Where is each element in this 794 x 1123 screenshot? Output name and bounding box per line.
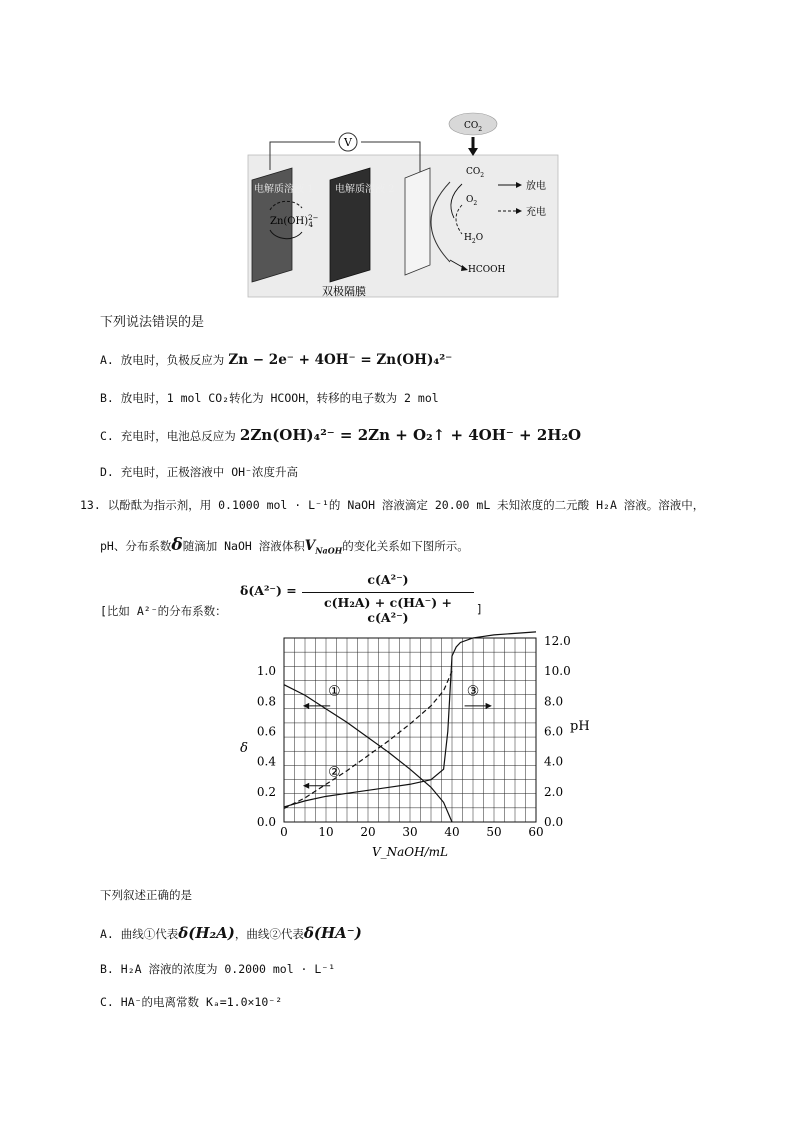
x-axis-label: V_NaOH/mL [371, 845, 449, 859]
q12-option-a-formula: Zn − 2e⁻ + 4OH⁻ = Zn(OH)₄²⁻ [228, 352, 453, 368]
y-right-tick-label: 6.0 [544, 724, 564, 739]
curve-label-1: ① [328, 683, 341, 700]
q13-note-prefix: [比如 A²⁻的分布系数： [100, 604, 227, 618]
hcooh-label: HCOOH [468, 265, 506, 275]
q13-option-a-text2: ，曲线②代表 [234, 927, 304, 941]
formula-numerator: c(A²⁻) [367, 572, 409, 587]
q13-line1: 13. 以酚酞为指示剂，用 0.1000 mol · L⁻¹的 NaOH 溶液滴定 20.00 mL 未知浓度的二元酸 H₂A 溶液。溶液中， [80, 498, 705, 512]
q12-option-d: D. 充电时，正极溶液中 OH⁻浓度升高 [100, 465, 298, 479]
q13-option-a-text1: A. 曲线①代表 [100, 927, 179, 941]
battery-diagram [240, 110, 570, 300]
titration-chart [230, 630, 590, 870]
q13-option-a-formula2: δ(HA⁻) [303, 924, 362, 942]
q12-option-a [100, 351, 452, 370]
zincate-label: Zn(OH)$^{2-}$ 4 [270, 214, 319, 229]
formula-bar [302, 592, 474, 593]
x-tick-label: 20 [360, 825, 376, 839]
y-left-tick-label: 0.0 [256, 815, 276, 829]
y-right-tick-label: 12.0 [544, 633, 571, 648]
y-left-tick-label: 0.8 [256, 694, 276, 709]
voltmeter-label: V [344, 136, 352, 149]
distribution-formula [240, 572, 480, 625]
y-right-tick-label: 0.0 [544, 815, 564, 829]
legend-charge: 充电 [526, 207, 546, 218]
x-tick-label: 60 [528, 825, 544, 839]
y-right-tick-label: 2.0 [544, 784, 564, 799]
y-left-tick-label: 1.0 [256, 664, 276, 679]
q13-note-suffix: ] [476, 602, 483, 616]
q13-line2-b: 随滴加 NaOH 溶液体积 [182, 539, 305, 553]
y-left-tick-label: 0.4 [256, 754, 276, 769]
curve2-arrowhead-icon [303, 783, 309, 789]
q12-option-a-text: A. 放电时，负极反应为 [100, 353, 225, 367]
q13-option-a-formula1: δ(H₂A) [178, 924, 235, 942]
q12-option-c-formula: 2Zn(OH)₄²⁻ = 2Zn + O₂↑ + 4OH⁻ + 2H₂O [239, 426, 582, 444]
x-tick-label: 40 [444, 825, 460, 839]
curve-label-2: ② [328, 764, 341, 781]
q13-option-c: C. HA⁻的电离常数 Kₐ=1.0×10⁻² [100, 995, 283, 1009]
curve-label-3: ③ [466, 683, 480, 700]
y-left-tick-label: 0.2 [256, 784, 276, 799]
q13-option-a [100, 924, 362, 944]
x-tick-label: 30 [402, 825, 418, 839]
q13-option-b: B. H₂A 溶液的浓度为 0.2000 mol · L⁻¹ [100, 962, 336, 976]
curve1-arrowhead-icon [303, 703, 309, 709]
q13-v-sub: NaOH [315, 545, 343, 556]
q13-line2-a: pH、分布系数 [100, 539, 172, 553]
formula-denominator: c(H₂A) + c(HA⁻) + c(A²⁻) [324, 595, 452, 625]
o2-label: $O_2$ [466, 195, 478, 207]
electrolyte2-label: 电解质溶液 2 [335, 184, 395, 195]
y-left-axis-label: δ [240, 741, 248, 757]
formula-lhs: δ(A²⁻) = [240, 583, 297, 598]
x-tick-label: 50 [486, 825, 502, 839]
curve3-arrowhead-icon [486, 703, 492, 709]
y-right-tick-label: 8.0 [544, 694, 564, 709]
q13-stem: 下列叙述正确的是 [100, 888, 192, 902]
x-tick-label: 0 [280, 825, 288, 839]
q12-option-b: B. 放电时，1 mol CO₂转化为 HCOOH，转移的电子数为 2 mol [100, 391, 439, 405]
electrolyte1-label: 电解质溶液 1 [254, 184, 314, 195]
y-left-tick-label: 0.6 [256, 724, 276, 739]
q12-stem: 下列说法错误的是 [100, 315, 205, 330]
q12-option-c-text: C. 充电时，电池总反应为 [100, 429, 236, 443]
co2-label: $CO_2$ [466, 167, 485, 179]
q13-delta-symbol: δ [171, 535, 183, 555]
x-tick-label: 10 [318, 825, 334, 839]
membrane-caption: 双极隔膜 [322, 285, 366, 298]
y-right-tick-label: 10.0 [544, 664, 571, 679]
q13-line2 [100, 536, 469, 560]
q13-v-symbol: $V_{NaOH}$ [304, 538, 343, 556]
legend-discharge: 放电 [526, 181, 546, 192]
y-right-tick-label: 4.0 [544, 754, 564, 769]
q12-option-c [100, 426, 581, 446]
h2o-label: $H_2O$ [464, 233, 484, 245]
q13-line2-c: 的变化关系如下图所示。 [342, 539, 469, 553]
cloud-co2-label: $CO_2$ [464, 121, 483, 133]
y-right-axis-label: pH [570, 719, 590, 734]
positive-electrode [405, 168, 430, 275]
